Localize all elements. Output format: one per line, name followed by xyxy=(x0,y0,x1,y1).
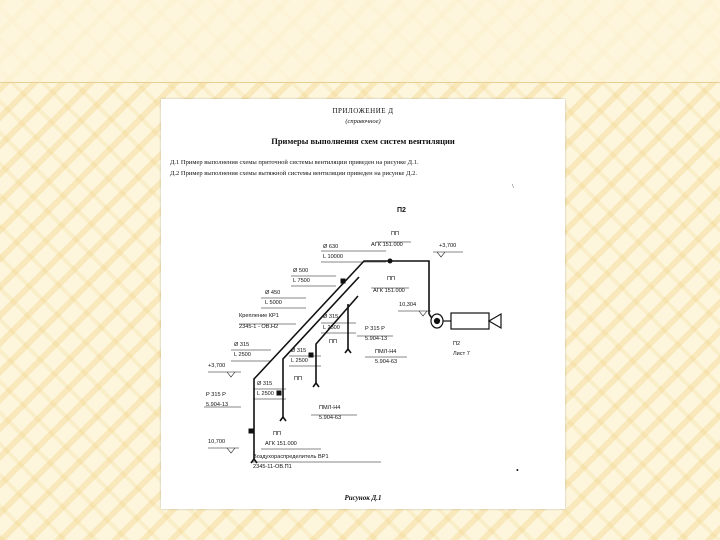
label-l2500-left: L 2500 xyxy=(234,352,251,358)
label-d450: Ø 450 xyxy=(265,290,281,296)
label-r315-left: Р 315 Р xyxy=(206,392,226,398)
label-level-10700: 10,700 xyxy=(208,439,226,445)
label-5904-63: 5.904-63 xyxy=(319,415,342,421)
label-pml-bottom: ПМЛ-Н4 xyxy=(319,405,341,411)
label-pml-right: ПМЛ-Н4 xyxy=(375,349,397,355)
label-pp-1: ПП xyxy=(329,339,338,345)
label-594-63: 5.904-63 xyxy=(375,359,398,365)
label-agk-bottom: АГК 151.000 xyxy=(265,441,297,447)
label-5904-13-right: 5.904-13 xyxy=(365,336,388,342)
label-d500: Ø 500 xyxy=(293,268,309,274)
section-heading: Примеры выполнения схем систем вентиляции xyxy=(271,136,455,146)
label-level-left: +3,700 xyxy=(208,363,226,369)
label-pp-bottom: ПП xyxy=(273,431,282,437)
ventilation-scheme xyxy=(161,99,565,509)
label-kreplenie: Крепление КР1 xyxy=(239,313,279,319)
label-l10000: L 10000 xyxy=(323,254,344,260)
label-level-3700: +3,700 xyxy=(439,243,457,249)
label-level-10304: 10,304 xyxy=(399,302,417,308)
label-r315-right: Р 315 Р xyxy=(365,326,385,332)
label-vozdukh: Воздухораспределитель ВР1 xyxy=(253,454,329,460)
label-agk-top: АГК 151.000 xyxy=(371,242,403,248)
label-pp-top: ПП xyxy=(391,231,400,237)
punctuation-mark: \ xyxy=(512,183,514,190)
label-d315-a: Ø 315 xyxy=(323,314,339,320)
label-d315-left: Ø 315 xyxy=(234,342,250,348)
label-l2500-c: L 2500 xyxy=(257,391,274,397)
label-l2500-b: L 2500 xyxy=(291,358,308,364)
label-l7500: L 7500 xyxy=(293,278,310,284)
label-pp-mid: ПП xyxy=(387,276,396,282)
dot-mark: • xyxy=(516,466,519,475)
header-band xyxy=(0,0,720,83)
paragraph-d1: Д.1 Пример выполнения схемы приточной системы вентиляции приведен на рисунке Д.1. xyxy=(170,159,419,166)
appendix-title: ПРИЛОЖЕНИЕ Д xyxy=(332,107,394,115)
label-5904-13-left: 5.904-13 xyxy=(206,402,229,408)
label-pp-2: ПП xyxy=(294,376,303,382)
label-sheet: Лист 7 xyxy=(453,351,470,357)
label-d315-c: Ø 315 xyxy=(257,381,273,387)
label-agk-mid: АГК 151.000 xyxy=(373,288,405,294)
label-d315-b: Ø 315 xyxy=(291,348,307,354)
label-d630: Ø 630 xyxy=(323,244,339,250)
label-l2500-a: L 2500 xyxy=(323,325,340,331)
label-kreplenie-code: 2345-1 - ОВ.Н2 xyxy=(239,324,279,330)
figure-caption: Рисунок Д.1 xyxy=(344,494,382,502)
system-title: П2 xyxy=(397,207,406,214)
document-sheet xyxy=(161,99,565,509)
paragraph-d2: Д.2 Пример выполнения схемы вытяжной системы вентиляции приведен на рисунке Д.2. xyxy=(170,170,417,177)
appendix-note: (справочное) xyxy=(345,118,381,125)
label-l5000: L 5000 xyxy=(265,300,282,306)
label-unit: П2 xyxy=(453,341,461,347)
label-vozdukh-code: 2345-11-ОВ.П1 xyxy=(253,464,292,470)
